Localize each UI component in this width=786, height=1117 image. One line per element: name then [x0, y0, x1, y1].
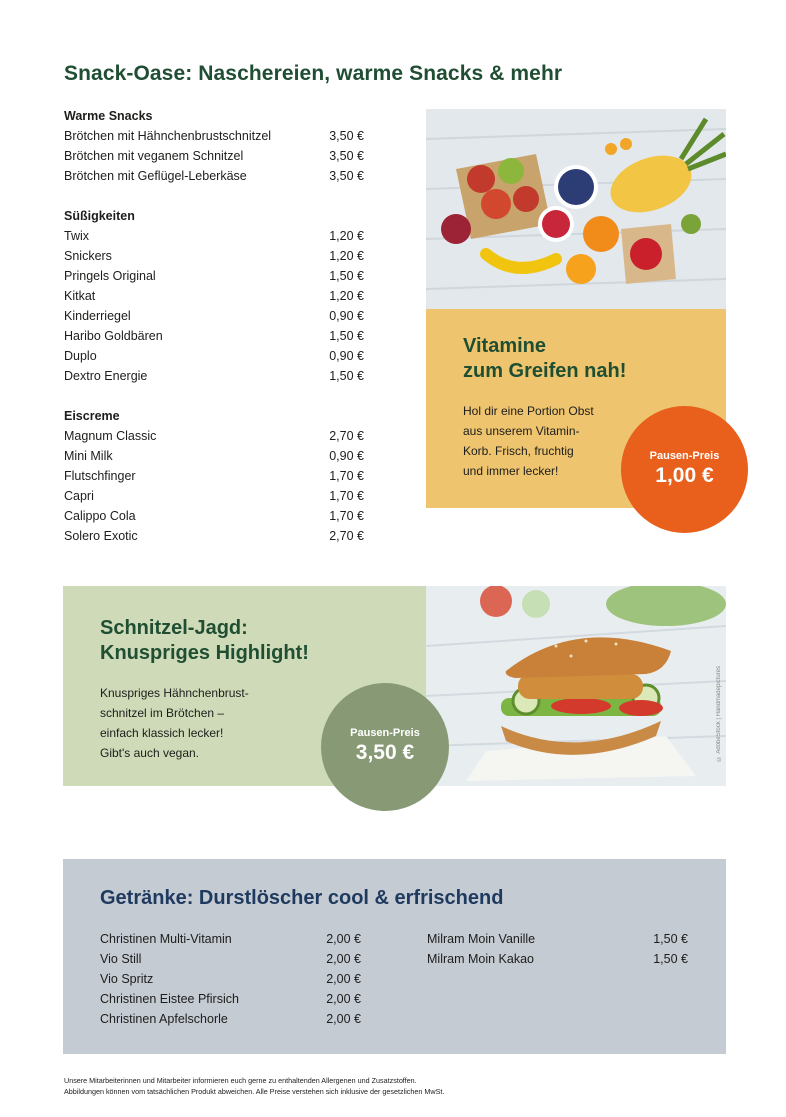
menu-item — [64, 466, 364, 486]
drink-item — [427, 929, 688, 949]
vitamin-title — [463, 334, 626, 384]
menu-item — [64, 246, 364, 266]
drink-item — [100, 929, 361, 949]
schnitzel-title — [100, 616, 309, 666]
category-heading-warm: Warme Snacks — [64, 109, 153, 123]
item-price: 1,50 € — [329, 329, 364, 343]
item-price: 0,90 € — [329, 449, 364, 463]
category-heading-icecream: Eiscreme — [64, 409, 120, 423]
item-price: 0,90 € — [329, 309, 364, 323]
item-name: Kitkat — [64, 289, 96, 303]
item-name: Vio Spritz — [100, 972, 154, 986]
item-name: Pringels Original — [64, 269, 156, 283]
item-name: Brötchen mit Hähnchenbrustschnitzel — [64, 129, 272, 143]
menu-item — [64, 306, 364, 326]
item-name: Christinen Eistee Pfirsich — [100, 992, 239, 1006]
menu-item — [64, 526, 364, 546]
menu-item — [64, 286, 364, 306]
page-title: Snack-Oase: Naschereien, warme Snacks & mehr — [64, 62, 563, 85]
item-name: Dextro Energie — [64, 369, 148, 383]
badge-label: Pausen-Preis — [350, 727, 420, 739]
item-price: 1,20 € — [329, 249, 364, 263]
item-name: Duplo — [64, 349, 97, 363]
menu-item — [64, 226, 364, 246]
vitamin-title-line1: Vitamine — [463, 335, 546, 357]
item-name: Milram Moin Vanille — [427, 932, 536, 946]
drink-item — [427, 949, 688, 969]
schnitzel-text-line: schnitzel im Brötchen – — [100, 706, 225, 720]
drink-item — [100, 989, 361, 1009]
item-price: 1,50 € — [653, 952, 688, 966]
footer-line: Abbildungen können vom tatsächlichen Produkt abweichen. Alle Preise verstehen sich inklusive der gesetzlichen MwSt. — [64, 1087, 445, 1096]
schnitzel-text-line: Knuspriges Hähnchenbrust- — [100, 686, 249, 700]
item-price: 2,00 € — [326, 952, 361, 966]
item-name: Christinen Multi-Vitamin — [100, 932, 232, 946]
item-name: Vio Still — [100, 952, 142, 966]
item-name: Brötchen mit Geflügel-Leberkäse — [64, 169, 247, 183]
category-heading-sweets: Süßigkeiten — [64, 209, 135, 223]
item-name: Milram Moin Kakao — [427, 952, 534, 966]
item-name: Solero Exotic — [64, 529, 138, 543]
item-price: 1,50 € — [653, 932, 688, 946]
badge-price: 3,50 € — [355, 741, 415, 764]
item-price: 2,70 € — [329, 429, 364, 443]
vitamin-text-line: Korb. Frisch, fruchtig — [463, 444, 574, 458]
menu-item — [64, 446, 364, 466]
price-badge-vitamin — [621, 406, 748, 533]
vitamin-text-line: aus unserem Vitamin- — [463, 424, 580, 438]
menu-item — [64, 366, 364, 386]
menu-item — [64, 166, 364, 186]
item-name: Capri — [64, 489, 94, 503]
drink-item — [100, 949, 361, 969]
footer-note — [64, 1075, 444, 1097]
photo-credit: © AdobeStock | Handmadepictures — [716, 666, 722, 761]
drinks-title: Getränke: Durstlöscher cool & erfrischend — [100, 887, 504, 909]
schnitzel-title-line2: Knuspriges Highlight! — [100, 642, 309, 664]
schnitzel-text-line: einfach klassich lecker! — [100, 726, 224, 740]
menu-item — [64, 146, 364, 166]
item-price: 1,70 € — [329, 489, 364, 503]
item-name: Haribo Goldbären — [64, 329, 163, 343]
schnitzel-text-line: Gibt's auch vegan. — [100, 746, 200, 760]
item-price: 2,00 € — [326, 992, 361, 1006]
item-name: Mini Milk — [64, 449, 113, 463]
item-price: 1,50 € — [329, 369, 364, 383]
footer-line: Unsere Mitarbeiterinnen und Mitarbeiter informieren euch gerne zu enthaltenden Allergenen und Zusatzstoffen. — [64, 1076, 417, 1085]
item-price: 3,50 € — [329, 169, 364, 183]
item-name: Kinderriegel — [64, 309, 131, 323]
menu-item — [64, 126, 364, 146]
schnitzel-title-line1: Schnitzel-Jagd: — [100, 617, 248, 639]
item-price: 1,20 € — [329, 229, 364, 243]
menu-item — [64, 346, 364, 366]
vitamin-text-line: und immer lecker! — [463, 464, 559, 478]
item-price: 2,00 € — [326, 972, 361, 986]
item-name: Christinen Apfelschorle — [100, 1012, 228, 1026]
drinks-list-left — [100, 929, 361, 1029]
item-name: Calippo Cola — [64, 509, 136, 523]
schnitzel-photo — [426, 586, 726, 786]
item-name: Flutschfinger — [64, 469, 136, 483]
drinks-list-right — [427, 929, 688, 969]
drink-item — [100, 1009, 361, 1029]
vitamin-title-line2: zum Greifen nah! — [463, 360, 627, 382]
item-name: Brötchen mit veganem Schnitzel — [64, 149, 244, 163]
item-price: 3,50 € — [329, 149, 364, 163]
price-badge-schnitzel — [321, 683, 449, 811]
menu-item — [64, 326, 364, 346]
item-price: 1,50 € — [329, 269, 364, 283]
item-price: 3,50 € — [329, 129, 364, 143]
item-name: Twix — [64, 229, 89, 243]
vitamin-text-line: Hol dir eine Portion Obst — [463, 404, 594, 418]
item-price: 1,20 € — [329, 289, 364, 303]
item-price: 1,70 € — [329, 509, 364, 523]
drinks-section — [63, 859, 726, 1054]
item-price: 2,70 € — [329, 529, 364, 543]
drink-item — [100, 969, 361, 989]
vitamin-text — [463, 401, 594, 481]
item-price: 0,90 € — [329, 349, 364, 363]
snack-menu — [64, 106, 364, 546]
badge-price: 1,00 € — [655, 464, 714, 487]
item-name: Magnum Classic — [64, 429, 157, 443]
menu-item — [64, 266, 364, 286]
menu-item — [64, 486, 364, 506]
menu-item — [64, 506, 364, 526]
item-name: Snickers — [64, 249, 112, 263]
schnitzel-text — [100, 683, 249, 763]
item-price: 2,00 € — [326, 932, 361, 946]
item-price: 1,70 € — [329, 469, 364, 483]
badge-label: Pausen-Preis — [649, 450, 720, 462]
item-price: 2,00 € — [326, 1012, 361, 1026]
menu-item — [64, 426, 364, 446]
fruit-photo — [426, 109, 726, 309]
